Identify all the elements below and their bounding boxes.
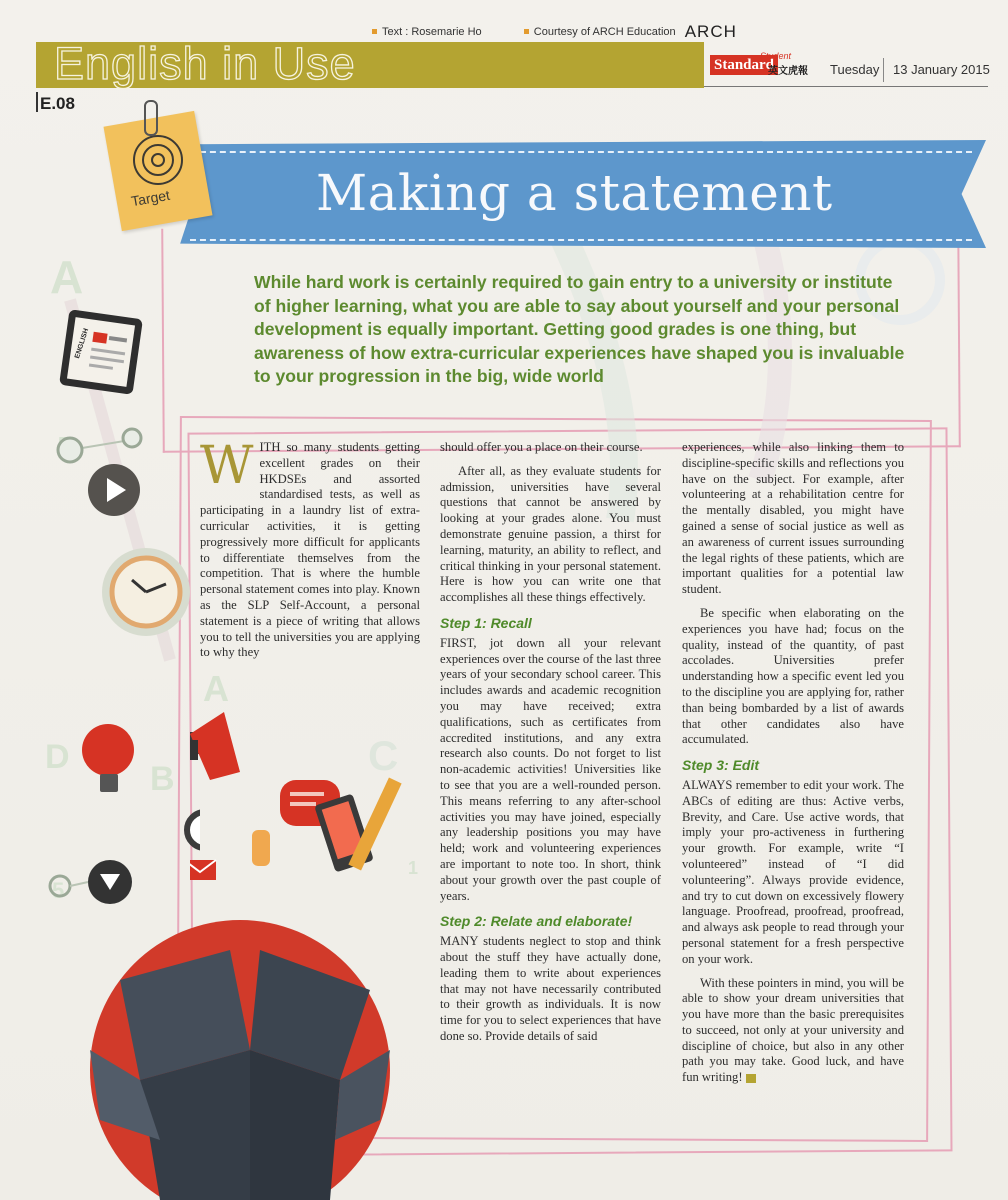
article-paragraph [682,976,904,1087]
article-paragraph: experiences, while also linking them to discipline-specific skills and reflections you have on the subject. For example, after volunteering at a rehabilitation centre for the mentally disabled, you might have gained a sense of social justice as well as an awareness of current issues surrounding the legal rights of these patients, which are important qualities for a potential law student. [682,440,904,597]
article-paragraph: After all, as they evaluate students for admission, universities have several questions that cannot be answered by looking at your grades alone. You must demonstrate genuine passion, a thirst for learning, maturity, an ability to reflect, and critical thinking in your personal statement. Here is how you can write one that accomplishes all these things effectively. [440,463,661,605]
article-paragraph: Be specific when elaborating on the experiences you have had; focus on the quality, instead of the quantity, of past accolades. Universities prefer understanding how a specific event led you to the discipline you are applying for, rather than being bombarded by a list of awards that other candidates also have accumulated. [682,605,904,747]
article-paragraph: FIRST, jot down all your relevant experiences over the course of the last three years of your secondary school career. This includes awards and academic recognition you may have received; extra qualifications, such as certificates from accredited institutions, and any extra research also counts. Do not forget to list non-academic activities! Universities like to see that you are a well-rounded person. This means referring to any after-school activities you may have joined, especially any leadership positions you may have held; work and volunteering experiences are important to note too. In short, think about your growth over the past couple of years. [440,635,661,903]
page-number: E.08 [40,94,75,113]
article-column-1 [200,436,420,669]
step-1-heading: Step 1: Recall [440,614,532,631]
target-icon [128,130,188,190]
bullet-square [372,29,377,34]
paperclip-icon [144,100,158,136]
decor-letter: A [203,668,229,709]
standard-logo: Standard [710,55,778,75]
article-column-3 [682,440,904,1094]
end-mark-icon [746,1074,756,1083]
bullet-square [524,29,529,34]
tablet-text-line [109,336,127,342]
text-credit: Text : Rosemarie Ho [382,26,482,38]
paragraph-text: ITH so many students getting excellent grades on their HKDSEs and assorted standardised tests, as well as participating in a laundry list of extra-curricular activities, it is getting progressively more difficult for applicants to differentiate themselves from the competition. That is where the humble personal statement comes into play. Known as the SLP Self-Account, a personal statement is a piece of writing that allows you to tell the universities you are applying to why they [200,440,420,660]
tablet-screen [67,317,135,387]
article-paragraph: ALWAYS remember to edit your work. The ABCs of editing are thus: Active verbs, Brevity, and Care. Use active words, that imply your pro-activeness in furthering your growth. For example, write “I volunteered” instead of “I did volunteering”. Always provide evidence, and try to cut down on excessively flowery language. Proofread, proofread, proofread, and always ask people to read through your personal statement for a fresh perspective on your work. [682,777,904,966]
standard-logo-sub: Student [760,51,792,61]
issue-date: 13 January 2015 [893,62,990,77]
tablet-text-line [91,348,125,356]
decor-letter: A [50,251,84,303]
sticky-note-label: Target [129,186,172,210]
illustration-tools [190,680,420,900]
article-paragraph: MANY students neglect to stop and think about the stuff they have actually done, leading them to write about experiences that may not have necessarily contributed to their growth as individuals. It is now time for you to select experiences that have done so. Provide details of said [440,934,661,1043]
tablet-text-line [90,356,124,364]
article-paragraph [200,436,420,661]
decor-letter: B [150,760,175,798]
tablet-label: ENGLISH [74,327,91,360]
decor-letter: D [45,738,70,776]
decor-letter: 1 [408,858,419,878]
drop-cap: W [200,436,254,496]
credits-line [372,22,737,42]
step-3-heading: Step 3: Edit [682,757,760,774]
section-title: English in Use [54,38,356,89]
arch-logo: ARCH [684,22,737,41]
tablet-image [92,332,107,344]
issue-day: Tuesday [830,62,880,77]
article-column-2 [440,440,661,1053]
article-intro: While hard work is certainly required to gain entry to a university or institute of higher learning, what you are able to say about yourself and your personal development is equally important. Getting good grades is one thing, but awareness of how extra-curricular experiences have shaped you is invaluable to your progression in the big, wide world [254,272,905,386]
step-2-heading: Step 2: Relate and elaborate! [440,913,633,930]
decor-letter: C [368,732,399,779]
decor-letter: 5 [52,878,65,903]
date-divider [883,58,884,82]
closing-text: With these pointers in mind, you will be able to show your dream universities that you have more than the basic prerequisites to succeed, not only at your university and discipline of choice, but also in any other path you may take. Good luck, and have fun writing! [682,975,904,1085]
open-box-illustration [80,880,420,1200]
courtesy-credit: Courtesy of ARCH Education [533,26,676,38]
article-paragraph: should offer you a place on their course. [440,440,643,454]
tablet-icon [59,309,143,395]
standard-logo-chinese: 英文虎報 [768,66,808,77]
header-rule [704,86,988,87]
article-title: Making a statement [316,164,833,222]
tablet-text-line [89,363,113,369]
